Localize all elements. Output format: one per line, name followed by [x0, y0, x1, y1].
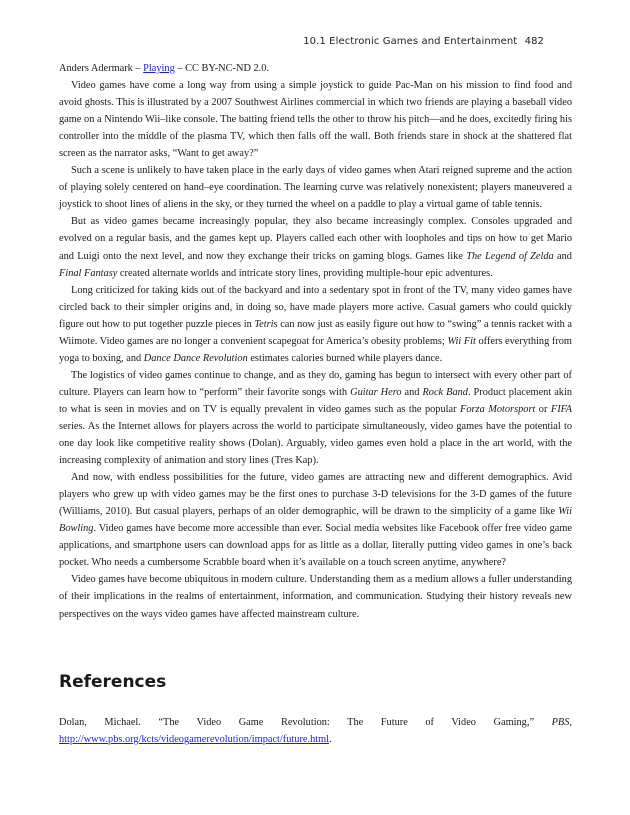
body-paragraph [59, 571, 572, 622]
body-paragraph [59, 282, 572, 367]
paragraph-text: and [401, 386, 423, 398]
paragraph-text: Long criticized for taking kids out of the backyard and into a sedentary spot in front of the TV, many video games have circled back to their simpler origins and, in doing so, have made players more active. Casual gamers who could quickly figure out how to put together puzzle pieces in [59, 284, 572, 330]
running-header [303, 36, 544, 47]
italic-title: Forza Motorsport [460, 403, 536, 415]
credit-link[interactable]: Playing [143, 63, 175, 74]
paragraph-text: And now, with endless possibilities for the future, video games are attracting new and different demographics. Avid players who grew up with video games may be the first ones to purchase 3-D televisions for the 3-D games of the future (Williams, 2010). But casual players, perhaps of an older demographic, will be drawn to the simplicity of a game like [59, 472, 572, 518]
paragraph-text: and [553, 250, 572, 262]
paragraph-text: The logistics of video games continue to change, and as they do, gaming has begun to intersect with every other part of culture. Players can learn how to “perform” their favorite songs with [59, 369, 572, 398]
italic-title: Rock Band [422, 386, 468, 398]
body-paragraph [59, 77, 572, 162]
reference-text: Dolan, Michael. “The Video Game Revolution: The Future of Video Gaming,” [59, 717, 552, 728]
paragraph-text: . Product placement akin to what is seen in movies and on TV is equally prevalent in video games such as the popular [59, 386, 573, 415]
page-number: 482 [524, 36, 544, 47]
reference-end: . [329, 734, 332, 746]
reference-entry [59, 714, 572, 748]
italic-title: The Legend of Zelda [466, 250, 554, 262]
credit-license: – CC BY-NC-ND 2.0. [174, 63, 270, 74]
italic-title: Tetris [254, 318, 278, 330]
references-heading: References [59, 672, 167, 692]
paragraph-text: . Video games have become more accessible than ever. Social media websites like Facebook offer free video game applications, and smartphone users can download apps for as little as a dollar, literally putting video games in one’s back pocket. Who needs a cumbersome Scrabble board when it’s available on a touch screen anytime, anywhere? [59, 523, 572, 569]
paragraph-text: But as video games became increasingly popular, they also became increasingly complex. Consoles upgraded and evolved on a regular basis, and the games kept up. Players called each other with loopholes and tips on how to get Mario and Luigi onto the next level, and now they exchange their tricks on gaming blogs. Games like [59, 216, 572, 262]
italic-title: Guitar Hero [350, 386, 402, 398]
paragraph-text: offers everything from yoga to boxing, and [59, 335, 572, 364]
article-body [59, 60, 572, 623]
italic-title: Wii Fit [447, 335, 476, 347]
paragraph-text: created alternate worlds and intricate story lines, providing multiple-hour epic adventures. [117, 267, 493, 279]
paragraph-text: Such a scene is unlikely to have taken place in the early days of video games when Atari reigned supreme and the action of playing solely centered on hand–eye coordination. The learning curve was relatively nonexistent; players maneuvered a joystick to shoot lines of aliens in the sky, or they turned the wheel on a paddle to play a virtual game of table tennis. [59, 165, 572, 211]
italic-title: Wii Bowling [59, 506, 572, 535]
paragraph-text: series. As the Internet allows for players across the world to participate simultaneously, video games have the potential to one day look like competitive reality shows (Dolan). Arguably, video games even hold a place in the art world, with the increasing complexity of animation and story lines (Tres Kap). [59, 420, 572, 467]
paragraph-text: Video games have become ubiquitous in modern culture. Understanding them as a medium allows a fuller understanding of their implications in the realms of entertainment, information, and communication. Studying their history reveals new perspectives on the ways video games have affected mainstream culture. [59, 574, 572, 620]
paragraph-text: estimates calories burned while players dance. [247, 352, 443, 364]
paragraph-text: or [535, 403, 551, 415]
paragraph-text: Video games have come a long way from using a simple joystick to guide Pac-Man on his mission to find food and avoid ghosts. This is illustrated by a 2007 Southwest Airlines commercial in which two friends are playing a baseball video game on a Nintendo Wii–like console. The batting friend tells the other to throw his pitch—and he does, excitedly firing his controller into the middle of the plasma TV, which then falls off the wall. Both friends stare in shock at the shattered flat screen as the narrator asks, “Want to get away?” [59, 80, 572, 160]
italic-title: Final Fantasy [59, 267, 118, 279]
body-paragraph [59, 469, 572, 571]
body-paragraph [59, 367, 572, 469]
paragraph-list [59, 77, 572, 623]
reference-separator: , [569, 717, 572, 728]
body-paragraph [59, 162, 572, 213]
italic-title: FIFA [550, 403, 572, 415]
paragraph-text: can now just as easily figure out how to “swing” a tennis racket with a Wiimote. Video games are no longer a convenient scapegoat for America’s obesity problems; [59, 318, 572, 347]
references-list [59, 714, 572, 748]
italic-title: Dance Dance Revolution [143, 352, 248, 364]
reference-link[interactable]: http://www.pbs.org/kcts/videogamerevolution/impact/future.html [59, 734, 330, 746]
body-paragraph [59, 213, 572, 281]
reference-source: PBS [551, 717, 570, 728]
credit-author: Anders Adermark [59, 63, 133, 74]
section-title: 10.1 Electronic Games and Entertainment [303, 36, 518, 47]
credit-separator: – [132, 63, 144, 74]
image-credit [59, 60, 572, 77]
